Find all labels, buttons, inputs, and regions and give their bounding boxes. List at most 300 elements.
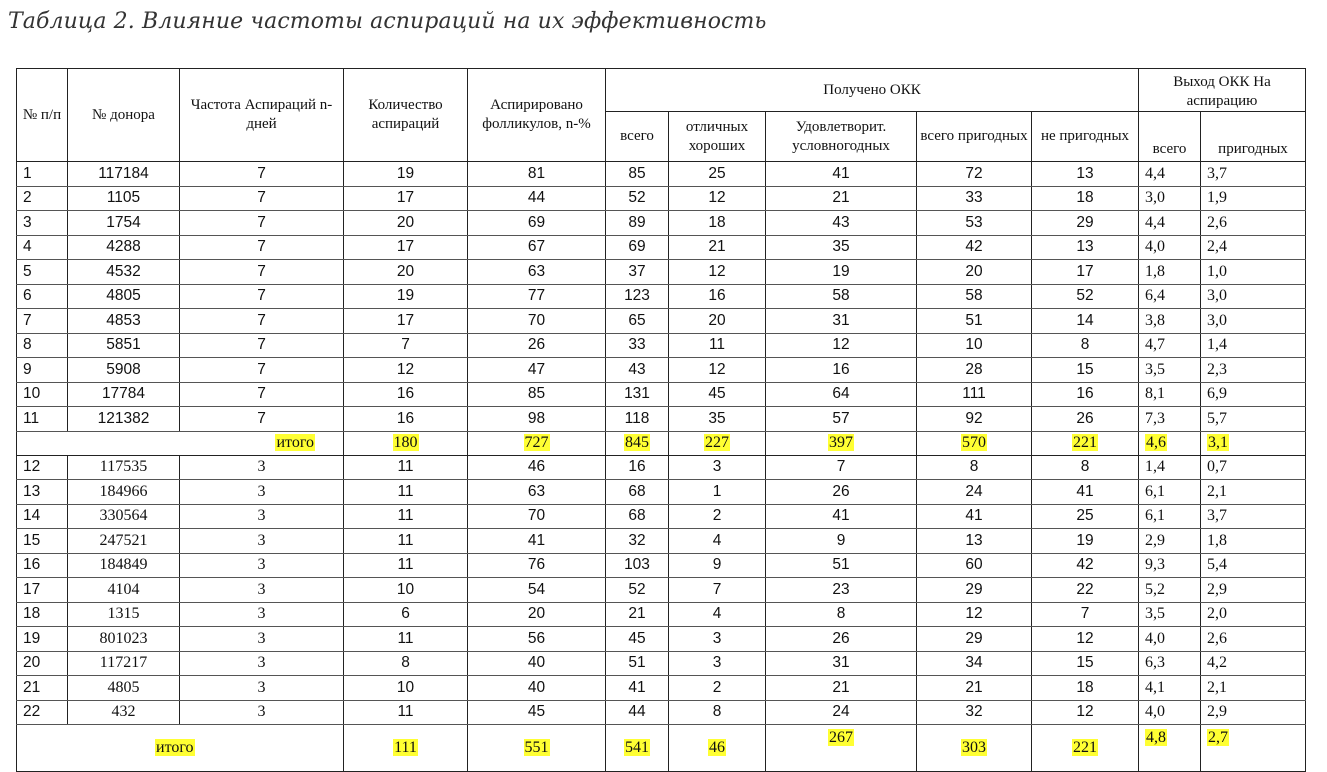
cell-num: 3 <box>17 211 68 236</box>
header-aspirated: Аспирировано фолликулов, n-% <box>468 69 606 162</box>
cell-satisfactory: 21 <box>766 676 917 701</box>
cell-suitable: 13 <box>917 529 1032 554</box>
cell-yield-total: 6,3 <box>1139 651 1201 676</box>
cell-aspirated: 63 <box>468 480 606 505</box>
cell-satisfactory: 19 <box>766 260 917 285</box>
cell-aspirated: 46 <box>468 455 606 480</box>
cell-num: 7 <box>17 309 68 334</box>
cell-unsuitable: 14 <box>1032 309 1139 334</box>
cell-donor: 117535 <box>68 455 180 480</box>
cell-excellent: 3 <box>669 651 766 676</box>
table-wrapper <box>16 68 1306 772</box>
cell-donor: 4288 <box>68 235 180 260</box>
cell-satisfactory: 12 <box>766 333 917 358</box>
cell-count: 19 <box>344 284 468 309</box>
cell-unsuitable: 25 <box>1032 504 1139 529</box>
cell-okk-total: 118 <box>606 407 669 432</box>
cell-num: 1 <box>17 162 68 187</box>
cell-okk-total: 103 <box>606 553 669 578</box>
cell-donor: 432 <box>68 700 180 725</box>
cell-yield-total: 1,8 <box>1139 260 1201 285</box>
cell-aspirated: 63 <box>468 260 606 285</box>
cell-unsuitable: 42 <box>1032 553 1139 578</box>
cell-count: 11 <box>344 627 468 652</box>
cell-okk-total: 89 <box>606 211 669 236</box>
total-yield-total: 4,8 <box>1146 729 1166 746</box>
cell-yield-suitable: 6,9 <box>1201 382 1306 407</box>
cell-suitable: 92 <box>917 407 1032 432</box>
cell-count: 11 <box>344 504 468 529</box>
cell-frequency: 7 <box>180 235 344 260</box>
cell-suitable: 41 <box>917 504 1032 529</box>
cell-unsuitable: 8 <box>1032 455 1139 480</box>
cell-aspirated: 70 <box>468 309 606 334</box>
cell-frequency: 7 <box>180 186 344 211</box>
cell-unsuitable: 18 <box>1032 186 1139 211</box>
cell-okk-total: 52 <box>606 578 669 603</box>
header-donor: № донора <box>68 69 180 162</box>
cell-frequency: 3 <box>180 553 344 578</box>
cell-num: 14 <box>17 504 68 529</box>
cell-suitable: 60 <box>917 553 1032 578</box>
total-aspirated: 727 <box>524 434 549 451</box>
cell-donor: 1105 <box>68 186 180 211</box>
cell-frequency: 3 <box>180 504 344 529</box>
cell-yield-total: 5,2 <box>1139 578 1201 603</box>
cell-unsuitable: 16 <box>1032 382 1139 407</box>
total-yield-suitable: 2,7 <box>1208 729 1228 746</box>
table-row <box>17 358 1306 383</box>
cell-donor: 117184 <box>68 162 180 187</box>
cell-suitable: 20 <box>917 260 1032 285</box>
cell-okk-total: 69 <box>606 235 669 260</box>
total-yield-suitable: 3,1 <box>1208 434 1228 451</box>
cell-count: 17 <box>344 186 468 211</box>
cell-num: 5 <box>17 260 68 285</box>
total-label: итого <box>276 434 314 451</box>
cell-frequency: 3 <box>180 602 344 627</box>
cell-donor: 1315 <box>68 602 180 627</box>
cell-aspirated: 44 <box>468 186 606 211</box>
cell-yield-suitable: 2,1 <box>1201 480 1306 505</box>
cell-donor: 184849 <box>68 553 180 578</box>
cell-yield-suitable: 0,7 <box>1201 455 1306 480</box>
header-received-okk: Получено ОКК <box>606 69 1139 112</box>
total-excellent: 46 <box>709 739 725 756</box>
cell-frequency: 3 <box>180 651 344 676</box>
cell-yield-total: 3,8 <box>1139 309 1201 334</box>
table-row <box>17 602 1306 627</box>
cell-aspirated: 26 <box>468 333 606 358</box>
cell-suitable: 28 <box>917 358 1032 383</box>
cell-suitable: 12 <box>917 602 1032 627</box>
cell-unsuitable: 15 <box>1032 651 1139 676</box>
cell-count: 6 <box>344 602 468 627</box>
cell-donor: 247521 <box>68 529 180 554</box>
cell-suitable: 21 <box>917 676 1032 701</box>
cell-yield-suitable: 2,4 <box>1201 235 1306 260</box>
cell-suitable: 29 <box>917 627 1032 652</box>
cell-yield-suitable: 1,9 <box>1201 186 1306 211</box>
cell-yield-suitable: 1,4 <box>1201 333 1306 358</box>
table-row <box>17 553 1306 578</box>
cell-donor: 117217 <box>68 651 180 676</box>
cell-suitable: 24 <box>917 480 1032 505</box>
table-row <box>17 676 1306 701</box>
header-count: Количество аспираций <box>344 69 468 162</box>
cell-frequency: 7 <box>180 162 344 187</box>
cell-aspirated: 45 <box>468 700 606 725</box>
cell-donor: 1754 <box>68 211 180 236</box>
cell-donor: 4805 <box>68 676 180 701</box>
cell-donor: 4104 <box>68 578 180 603</box>
cell-aspirated: 76 <box>468 553 606 578</box>
cell-excellent: 12 <box>669 186 766 211</box>
total-yield-total: 4,6 <box>1146 434 1166 451</box>
cell-yield-total: 6,4 <box>1139 284 1201 309</box>
cell-frequency: 7 <box>180 382 344 407</box>
cell-yield-total: 6,1 <box>1139 504 1201 529</box>
cell-num: 17 <box>17 578 68 603</box>
cell-satisfactory: 41 <box>766 162 917 187</box>
cell-suitable: 53 <box>917 211 1032 236</box>
cell-unsuitable: 18 <box>1032 676 1139 701</box>
cell-yield-total: 3,0 <box>1139 186 1201 211</box>
header-frequency: Частота Аспираций n-дней <box>180 69 344 162</box>
cell-aspirated: 81 <box>468 162 606 187</box>
header-satisfactory: Удовлетворит. условногодных <box>766 112 917 162</box>
cell-excellent: 11 <box>669 333 766 358</box>
cell-satisfactory: 64 <box>766 382 917 407</box>
table-row <box>17 627 1306 652</box>
cell-excellent: 45 <box>669 382 766 407</box>
cell-yield-total: 4,1 <box>1139 676 1201 701</box>
cell-aspirated: 54 <box>468 578 606 603</box>
cell-count: 20 <box>344 211 468 236</box>
cell-yield-total: 6,1 <box>1139 480 1201 505</box>
cell-num: 15 <box>17 529 68 554</box>
cell-yield-total: 7,3 <box>1139 407 1201 432</box>
cell-satisfactory: 8 <box>766 602 917 627</box>
cell-excellent: 9 <box>669 553 766 578</box>
cell-num: 10 <box>17 382 68 407</box>
cell-satisfactory: 21 <box>766 186 917 211</box>
cell-donor: 5851 <box>68 333 180 358</box>
cell-yield-total: 4,4 <box>1139 211 1201 236</box>
cell-yield-total: 8,1 <box>1139 382 1201 407</box>
cell-yield-suitable: 1,8 <box>1201 529 1306 554</box>
cell-okk-total: 44 <box>606 700 669 725</box>
header-yield-suitable: пригодных <box>1201 112 1306 162</box>
group-1-rows <box>17 162 1306 432</box>
cell-yield-total: 4,7 <box>1139 333 1201 358</box>
cell-num: 13 <box>17 480 68 505</box>
cell-excellent: 12 <box>669 260 766 285</box>
cell-okk-total: 123 <box>606 284 669 309</box>
cell-yield-suitable: 3,7 <box>1201 504 1306 529</box>
cell-count: 11 <box>344 455 468 480</box>
cell-num: 6 <box>17 284 68 309</box>
cell-count: 12 <box>344 358 468 383</box>
cell-count: 16 <box>344 382 468 407</box>
cell-yield-suitable: 2,1 <box>1201 676 1306 701</box>
cell-yield-suitable: 2,6 <box>1201 211 1306 236</box>
cell-excellent: 12 <box>669 358 766 383</box>
table-caption: Таблица 2. Влияние частоты аспираций на их эффективность <box>8 9 767 34</box>
header-total: всего <box>606 112 669 162</box>
cell-aspirated: 69 <box>468 211 606 236</box>
cell-okk-total: 131 <box>606 382 669 407</box>
cell-count: 11 <box>344 553 468 578</box>
cell-frequency: 7 <box>180 333 344 358</box>
cell-yield-suitable: 3,7 <box>1201 162 1306 187</box>
cell-num: 18 <box>17 602 68 627</box>
cell-unsuitable: 26 <box>1032 407 1139 432</box>
cell-okk-total: 45 <box>606 627 669 652</box>
cell-satisfactory: 51 <box>766 553 917 578</box>
cell-donor: 801023 <box>68 627 180 652</box>
cell-yield-suitable: 2,6 <box>1201 627 1306 652</box>
cell-unsuitable: 29 <box>1032 211 1139 236</box>
cell-satisfactory: 24 <box>766 700 917 725</box>
cell-unsuitable: 8 <box>1032 333 1139 358</box>
cell-okk-total: 16 <box>606 455 669 480</box>
cell-unsuitable: 7 <box>1032 602 1139 627</box>
cell-okk-total: 51 <box>606 651 669 676</box>
total-suitable: 570 <box>962 434 986 451</box>
cell-suitable: 29 <box>917 578 1032 603</box>
cell-aspirated: 56 <box>468 627 606 652</box>
cell-unsuitable: 13 <box>1032 235 1139 260</box>
cell-count: 10 <box>344 676 468 701</box>
cell-unsuitable: 13 <box>1032 162 1139 187</box>
header-suitable-total: всего пригодных <box>917 112 1032 162</box>
cell-yield-suitable: 2,3 <box>1201 358 1306 383</box>
cell-yield-total: 4,0 <box>1139 700 1201 725</box>
cell-suitable: 72 <box>917 162 1032 187</box>
total-row-1 <box>17 431 1306 455</box>
cell-aspirated: 85 <box>468 382 606 407</box>
cell-yield-suitable: 3,0 <box>1201 284 1306 309</box>
cell-frequency: 3 <box>180 480 344 505</box>
cell-donor: 5908 <box>68 358 180 383</box>
cell-satisfactory: 16 <box>766 358 917 383</box>
cell-suitable: 10 <box>917 333 1032 358</box>
cell-frequency: 3 <box>180 578 344 603</box>
cell-aspirated: 20 <box>468 602 606 627</box>
total-aspirated: 551 <box>524 739 549 756</box>
cell-unsuitable: 17 <box>1032 260 1139 285</box>
cell-yield-total: 4,0 <box>1139 235 1201 260</box>
total-label: итого <box>156 739 194 756</box>
cell-yield-total: 2,9 <box>1139 529 1201 554</box>
cell-satisfactory: 31 <box>766 651 917 676</box>
cell-num: 11 <box>17 407 68 432</box>
cell-frequency: 3 <box>180 529 344 554</box>
cell-yield-total: 3,5 <box>1139 358 1201 383</box>
cell-unsuitable: 41 <box>1032 480 1139 505</box>
cell-okk-total: 85 <box>606 162 669 187</box>
cell-okk-total: 65 <box>606 309 669 334</box>
cell-yield-total: 4,4 <box>1139 162 1201 187</box>
cell-yield-total: 1,4 <box>1139 455 1201 480</box>
table-row <box>17 700 1306 725</box>
cell-suitable: 8 <box>917 455 1032 480</box>
cell-yield-total: 9,3 <box>1139 553 1201 578</box>
cell-excellent: 16 <box>669 284 766 309</box>
cell-okk-total: 68 <box>606 504 669 529</box>
cell-frequency: 7 <box>180 407 344 432</box>
donor-aspiration-table <box>16 68 1306 772</box>
cell-aspirated: 41 <box>468 529 606 554</box>
cell-donor: 4532 <box>68 260 180 285</box>
cell-yield-suitable: 4,2 <box>1201 651 1306 676</box>
cell-satisfactory: 41 <box>766 504 917 529</box>
cell-count: 7 <box>344 333 468 358</box>
cell-suitable: 58 <box>917 284 1032 309</box>
table-row <box>17 578 1306 603</box>
cell-frequency: 7 <box>180 358 344 383</box>
cell-okk-total: 33 <box>606 333 669 358</box>
header-num: № п/п <box>17 69 68 162</box>
cell-yield-suitable: 3,0 <box>1201 309 1306 334</box>
cell-okk-total: 52 <box>606 186 669 211</box>
table-row <box>17 333 1306 358</box>
cell-yield-total: 4,0 <box>1139 627 1201 652</box>
table-row <box>17 455 1306 480</box>
total-unsuitable: 221 <box>1073 739 1097 756</box>
cell-excellent: 18 <box>669 211 766 236</box>
cell-num: 4 <box>17 235 68 260</box>
table-row <box>17 382 1306 407</box>
cell-excellent: 21 <box>669 235 766 260</box>
cell-num: 22 <box>17 700 68 725</box>
cell-frequency: 7 <box>180 284 344 309</box>
cell-frequency: 3 <box>180 676 344 701</box>
total-okk: 845 <box>625 434 649 451</box>
cell-yield-suitable: 2,0 <box>1201 602 1306 627</box>
cell-unsuitable: 12 <box>1032 627 1139 652</box>
cell-satisfactory: 23 <box>766 578 917 603</box>
table-row <box>17 407 1306 432</box>
table-row <box>17 504 1306 529</box>
cell-satisfactory: 43 <box>766 211 917 236</box>
cell-donor: 184966 <box>68 480 180 505</box>
cell-aspirated: 70 <box>468 504 606 529</box>
cell-aspirated: 47 <box>468 358 606 383</box>
cell-frequency: 7 <box>180 309 344 334</box>
cell-unsuitable: 19 <box>1032 529 1139 554</box>
cell-satisfactory: 26 <box>766 480 917 505</box>
cell-suitable: 32 <box>917 700 1032 725</box>
cell-num: 19 <box>17 627 68 652</box>
cell-okk-total: 43 <box>606 358 669 383</box>
cell-count: 11 <box>344 480 468 505</box>
cell-suitable: 34 <box>917 651 1032 676</box>
cell-frequency: 3 <box>180 455 344 480</box>
cell-aspirated: 40 <box>468 651 606 676</box>
header-yield-total: всего <box>1139 112 1201 162</box>
total-satisfactory: 397 <box>829 434 853 451</box>
cell-excellent: 4 <box>669 602 766 627</box>
table-row <box>17 480 1306 505</box>
cell-count: 19 <box>344 162 468 187</box>
cell-num: 2 <box>17 186 68 211</box>
cell-aspirated: 98 <box>468 407 606 432</box>
cell-aspirated: 40 <box>468 676 606 701</box>
cell-yield-suitable: 5,7 <box>1201 407 1306 432</box>
cell-okk-total: 41 <box>606 676 669 701</box>
cell-satisfactory: 31 <box>766 309 917 334</box>
header-unsuitable: не пригодных <box>1032 112 1139 162</box>
cell-excellent: 2 <box>669 676 766 701</box>
table-row <box>17 284 1306 309</box>
cell-unsuitable: 22 <box>1032 578 1139 603</box>
table-row <box>17 260 1306 285</box>
cell-count: 16 <box>344 407 468 432</box>
cell-num: 8 <box>17 333 68 358</box>
cell-excellent: 7 <box>669 578 766 603</box>
table-row <box>17 529 1306 554</box>
cell-yield-suitable: 5,4 <box>1201 553 1306 578</box>
cell-num: 20 <box>17 651 68 676</box>
cell-frequency: 3 <box>180 700 344 725</box>
cell-suitable: 33 <box>917 186 1032 211</box>
table-row <box>17 651 1306 676</box>
cell-num: 9 <box>17 358 68 383</box>
cell-okk-total: 21 <box>606 602 669 627</box>
cell-count: 11 <box>344 700 468 725</box>
cell-satisfactory: 7 <box>766 455 917 480</box>
cell-count: 8 <box>344 651 468 676</box>
cell-excellent: 25 <box>669 162 766 187</box>
cell-yield-suitable: 2,9 <box>1201 578 1306 603</box>
cell-donor: 4853 <box>68 309 180 334</box>
table-row <box>17 309 1306 334</box>
cell-yield-total: 3,5 <box>1139 602 1201 627</box>
total-count: 180 <box>393 434 418 451</box>
total-excellent: 227 <box>705 434 729 451</box>
header-yield: Выход ОКК На аспирацию <box>1139 69 1306 112</box>
table-row <box>17 162 1306 187</box>
cell-donor: 17784 <box>68 382 180 407</box>
cell-unsuitable: 12 <box>1032 700 1139 725</box>
table-row <box>17 235 1306 260</box>
cell-donor: 121382 <box>68 407 180 432</box>
cell-excellent: 8 <box>669 700 766 725</box>
cell-satisfactory: 9 <box>766 529 917 554</box>
cell-excellent: 3 <box>669 455 766 480</box>
cell-satisfactory: 35 <box>766 235 917 260</box>
cell-excellent: 35 <box>669 407 766 432</box>
cell-count: 11 <box>344 529 468 554</box>
cell-satisfactory: 57 <box>766 407 917 432</box>
cell-suitable: 111 <box>917 382 1032 407</box>
cell-yield-suitable: 1,0 <box>1201 260 1306 285</box>
cell-count: 10 <box>344 578 468 603</box>
total-suitable: 303 <box>962 739 986 756</box>
cell-excellent: 1 <box>669 480 766 505</box>
cell-unsuitable: 15 <box>1032 358 1139 383</box>
table-row <box>17 211 1306 236</box>
cell-count: 20 <box>344 260 468 285</box>
header-excellent: отличных хороших <box>669 112 766 162</box>
table-row <box>17 186 1306 211</box>
cell-count: 17 <box>344 309 468 334</box>
total-row-2 <box>17 725 1306 772</box>
cell-aspirated: 77 <box>468 284 606 309</box>
cell-excellent: 2 <box>669 504 766 529</box>
